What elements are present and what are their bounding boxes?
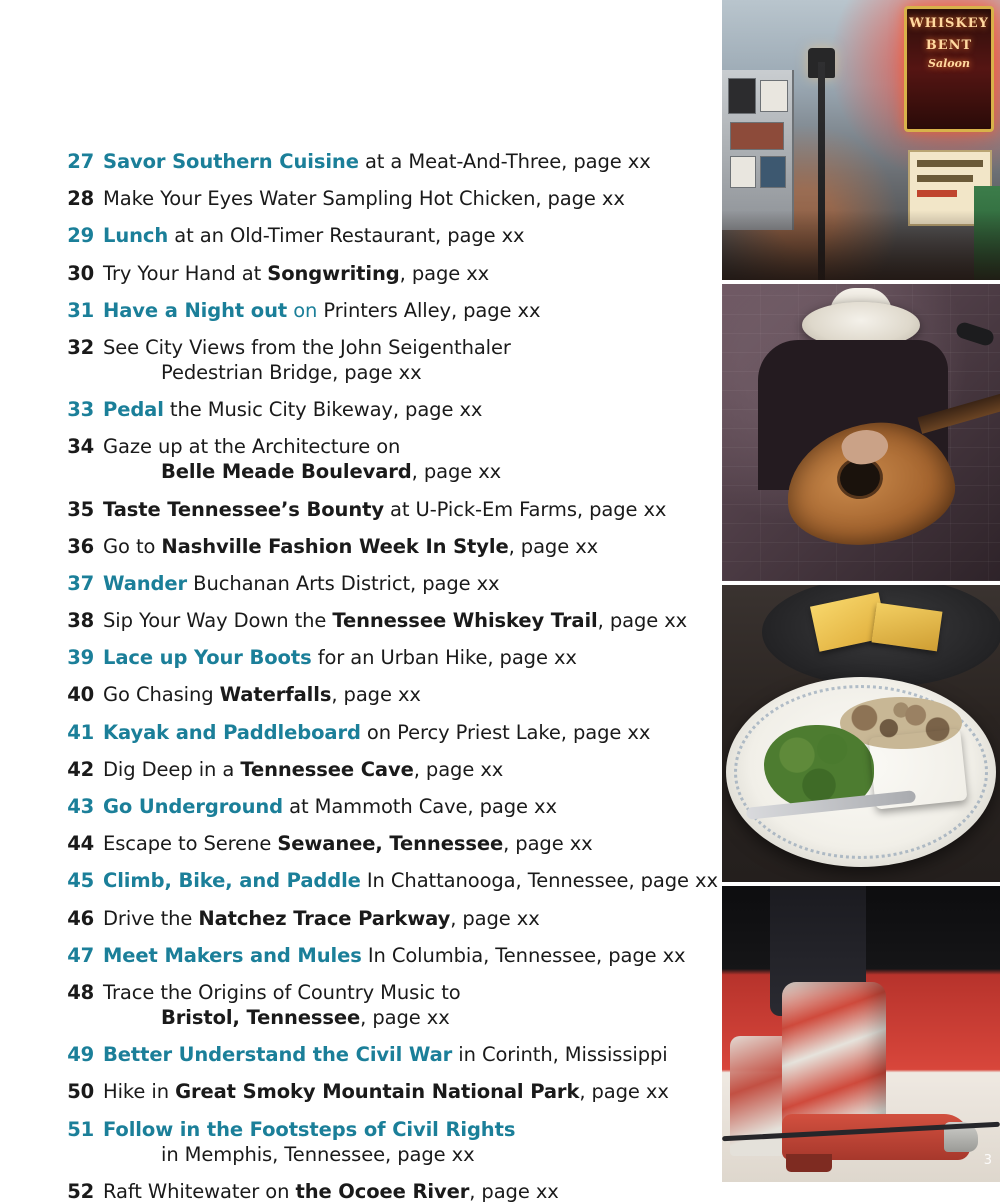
toc-entry-text-run: , page xx [597,609,688,633]
toc-entry-text [103,609,722,632]
toc-entry-list [0,150,722,1203]
toc-entry-number: 41 [67,720,94,744]
toc-entry-number: 28 [67,187,94,211]
toc-entry-text [103,150,722,173]
toc-entry-continuation [103,361,722,384]
photo-column [722,0,1000,1182]
toc-entry-number: 37 [67,571,94,595]
toc-entry-text-run: in Memphis, Tennessee, page xx [161,1142,475,1166]
toc-entry-number: 52 [67,1179,94,1203]
toc-entry-text-run: Natchez Trace Parkway [198,906,451,930]
page-number: 3 [983,1153,992,1168]
toc-entry-text [103,299,722,322]
toc-entry[interactable] [0,609,722,632]
toc-entry-text-run: on [287,298,324,322]
toc-entry-number: 50 [67,1080,94,1104]
toc-entry-text-run: Better Understand the Civil War [103,1043,453,1067]
toc-entry[interactable] [0,907,722,930]
toc-entry-text-run: , page xx [411,460,502,484]
boot-shaft [782,982,886,1132]
toc-entry-text-run: , page xx [360,1005,450,1029]
toc-entry-text-run: Printers Alley, page xx [323,298,541,322]
toc-entry-text-run: at U-Pick-Em Farms, page xx [383,497,667,521]
toc-entry-text-run: In Chattanooga, Tennessee, page xx [360,869,718,893]
toc-entry-text-run: Wander [103,571,188,595]
toc-entry-text [103,336,722,384]
toc-entry[interactable] [0,1043,722,1066]
boot-heel [786,1154,832,1172]
toc-entry-text-run: , page xx [503,832,593,856]
toc-entry-text-run: Pedal [103,398,164,422]
toc-entry-number: 45 [67,869,94,893]
toc-entry-text [103,1043,722,1066]
toc-entry-number: 30 [67,261,94,285]
toc-entry-text-run: at Mammoth Cave, page xx [283,795,557,818]
toc-entry-text [103,187,722,210]
toc-entry-text [103,498,722,521]
toc-entry-text-run: Go Underground [103,795,284,818]
toc-entry-text-run: Great Smoky Mountain National Park [175,1080,580,1104]
toc-entry-text-run: Waterfalls [219,683,332,707]
toc-entry[interactable] [0,398,722,421]
toc-entry-text-run: Taste Tennessee’s Bounty [103,497,384,521]
toc-entry-text-run: Sewanee, Tennessee [277,832,504,856]
toc-entry-text [103,721,722,744]
toc-entry[interactable] [0,721,722,744]
toc-entry-text-run: the Music City Bikeway, page xx [163,398,483,422]
toc-entry-text [103,398,722,421]
toc-entry-text-run: In Columbia, Tennessee, page xx [361,943,686,967]
toc-entry[interactable] [0,498,722,521]
toc-entry-number: 48 [67,980,94,1004]
toc-entry-text-run: Belle Meade Boulevard [161,460,412,484]
toc-entry-number: 47 [67,943,94,967]
toc-entry-text-run: Go to [103,534,162,558]
toc-entry-text-run: Lunch [103,224,169,248]
toc-entry-number: 44 [67,832,94,856]
poster-wall [722,70,794,230]
toc-entry-text [103,262,722,285]
toc-entry-text [103,981,722,1029]
toc-entry-text-run: Climb, Bike, and Paddle [103,869,361,893]
toc-entry-text-run: Bristol, Tennessee [161,1005,361,1029]
toc-entry[interactable] [0,150,722,173]
toc-entry[interactable] [0,572,722,595]
toc-entry-text-run: Dig Deep in a [103,757,241,781]
toc-entry[interactable] [0,832,722,855]
toc-entry[interactable] [0,944,722,967]
toc-entry[interactable] [0,646,722,669]
toc-entry[interactable] [0,1080,722,1103]
toc-entry-text [103,832,722,855]
toc-entry-text-run: Kayak and Paddleboard [103,720,361,744]
toc-entry-text-run: at an Old-Timer Restaurant, page xx [168,224,525,248]
toc-entry-text [103,1180,722,1203]
toc-entry-text-run: , page xx [450,906,540,930]
toc-entry-text-run: for an Urban Hike, page xx [311,646,577,670]
toc-entry-text-run: Make Your Eyes Water Sampling Hot Chicken, page xx [103,187,625,211]
toc-entry-text-run: Songwriting [267,261,400,285]
toc-entry-text-run: Gaze up at the Architecture on [103,435,401,459]
toc-entry[interactable] [0,336,722,384]
toc-entry-number: 32 [67,335,94,359]
toc-entry-continuation [103,1143,722,1166]
toc-entry-text-run: Drive the [103,906,199,930]
toc-entry[interactable] [0,435,722,483]
toc-entry[interactable] [0,1118,722,1166]
toc-entry[interactable] [0,299,722,322]
toc-entry[interactable] [0,535,722,558]
toc-entry-text-run: the Ocoee River [295,1179,470,1203]
toc-entry-text-run: Go Chasing [103,683,220,707]
toc-entry-continuation [103,1006,722,1029]
toc-entry-text-run: , page xx [331,683,421,707]
toc-entry[interactable] [0,758,722,781]
toc-entry-number: 27 [67,150,94,173]
toc-entry[interactable] [0,683,722,706]
toc-entry[interactable] [0,262,722,285]
toc-entry-text-run: Savor Southern Cuisine [103,150,359,173]
toc-entry-number: 38 [67,609,94,633]
broadway-neon-signs-photo [722,0,1000,280]
toc-entry-number: 51 [67,1117,94,1141]
toc-entry-text [103,795,722,818]
toc-entry-text [103,572,722,595]
toc-entry-text-run: , page xx [469,1179,559,1203]
toc-entry-text-run: , page xx [508,534,599,558]
toc-entry-number: 42 [67,757,94,781]
toc-entry-number: 31 [67,298,94,322]
toc-entry-text [103,435,722,483]
toc-entry-number: 49 [67,1043,94,1067]
toc-entry-text [103,944,722,967]
toc-entry-text-run: on Percy Priest Lake, page xx [360,720,651,744]
toc-entry-text [103,1118,722,1166]
toc-entry-text-run: Sip Your Way Down the [103,609,333,633]
toc-entry-text-run: Trace the Origins of Country Music to [103,980,461,1004]
toc-entry[interactable] [0,795,722,818]
toc-entry-text-run: Pedestrian Bridge [161,360,333,384]
toc-entry-continuation [103,460,722,483]
toc-entry-text-run: See City Views from the John Seigenthaler [103,335,511,359]
toc-entry-text-run: Escape to Serene [103,832,278,856]
toc-entry-text-run: Hike in [103,1080,176,1104]
toc-entry-text [103,1080,722,1103]
toc-entry-text [103,758,722,781]
toc-entry-text-run: , page xx [399,261,490,285]
cornbread-and-greens-photo [722,585,1000,882]
toc-entry-text-run: Lace up Your Boots [103,646,312,670]
whiskey-bent-saloon-sign [904,6,994,132]
toc-entry-text [103,869,722,892]
toc-entry-number: 34 [67,435,94,459]
toc-entry[interactable] [0,981,722,1029]
toc-entry-text-run: Buchanan Arts District, page xx [187,571,500,595]
toc-entry-text-run: at a Meat-And-Three, page xx [358,150,651,173]
sign-line-2: BENT [925,37,973,53]
toc-entry-text-run: Meet Makers and Mules [103,943,362,967]
toc-entry[interactable] [0,224,722,247]
toc-entry-number: 46 [67,906,94,930]
toc-entry-text [103,224,722,247]
toc-entry-number: 43 [67,795,94,818]
toc-entry-text-run: , page xx [579,1080,669,1104]
toc-entry-number: 29 [67,224,94,248]
toc-entry-text [103,535,722,558]
toc-entry-text-run: Have a Night out [103,298,288,322]
toc-entry-number: 36 [67,534,94,558]
toc-entry-text-run: Try Your Hand at [103,261,268,285]
toc-entry-text-run: , page xx [413,757,504,781]
toc-entry[interactable] [0,869,722,892]
toc-entry-text-run: in Corinth, Mississippi [452,1043,668,1067]
toc-entry-number: 40 [67,683,94,707]
toc-entry[interactable] [0,1180,722,1203]
toc-entry-text [103,907,722,930]
toc-entry-number: 33 [67,398,94,422]
toc-entry-text-run: Tennessee Cave [240,757,414,781]
toc-entry-text-run: , page xx [332,360,422,384]
toc-entry-text [103,683,722,706]
toc-entry-text-run: Raft Whitewater on [103,1179,296,1203]
toc-entry-text-run: Nashville Fashion Week In Style [161,534,509,558]
toc-entry-text-run: Tennessee Whiskey Trail [332,609,598,633]
toc-entry-text [103,646,722,669]
guitar-player-photo [722,284,1000,581]
toc-entry-number: 35 [67,497,94,521]
sign-line-3: Saloon [928,57,970,71]
sign-line-1: WHISKEY [909,16,989,31]
toc-entry-number: 39 [67,646,94,670]
street-shadow [722,210,1000,280]
red-cowboy-boots-photo [722,886,1000,1182]
toc-entry[interactable] [0,187,722,210]
toc-entry-text-run: Follow in the Footsteps of Civil Rights [103,1117,516,1141]
